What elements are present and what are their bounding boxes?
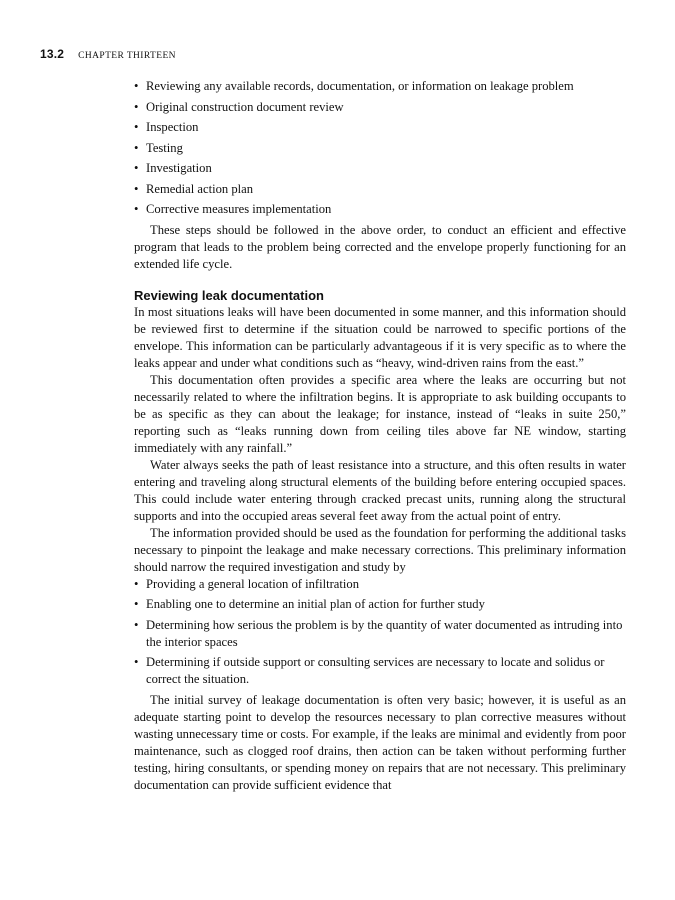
list-item: • Inspection [134, 119, 626, 136]
body-paragraph: The information provided should be used as the foundation for performing the additional tasks necessary to pinpoint the leakage and make necessary corrections. This preliminary information should narrow the required investigation and study by [134, 525, 627, 574]
list-item: • Investigation [134, 160, 626, 177]
steps-list [134, 78, 626, 218]
list-item: • Providing a general location of infiltration [134, 576, 626, 593]
uses-list [134, 576, 626, 689]
list-item: • Remedial action plan [134, 181, 626, 198]
list-item: • Testing [134, 140, 626, 157]
page-body [134, 78, 626, 794]
body-paragraph: In most situations leaks will have been documented in some manner, and this information should be reviewed first to determine if the situation could be narrowed to specific portions of the envelope. This information can be particularly advantageous if it is very specific as to where the leaks appear and under what conditions such as “heavy, wind-driven rains from the east.” [134, 304, 626, 370]
running-header [40, 47, 176, 61]
list-item: • Original construction document review [134, 99, 626, 116]
list-item: • Determining how serious the problem is by the quantity of water documented as intruding into the interior spaces [134, 617, 626, 651]
body-paragraph: Water always seeks the path of least resistance into a structure, and this often results in water entering and traveling along structural elements of the building before entering occupied spaces. This could include water entering through cracked precast units, running along the structural supports and into the occupied areas several feet away from the actual point of entry. [134, 457, 626, 523]
body-paragraph: This documentation often provides a specific area where the leaks are occurring but not necessarily related to where the infiltration begins. It is appropriate to ask building occupants to be as specific as they can about the leakage; for instance, instead of “leaks in suite 250,” reporting such as “leaks running down from ceiling tiles above far NE window, starting immediately with any rainfall.” [134, 372, 626, 455]
steps-paragraph: These steps should be followed in the above order, to conduct an efficient and effective program that leads to the problem being corrected and the envelope properly functioning for an extended life cycle. [134, 222, 626, 271]
list-item: • Corrective measures implementation [134, 201, 626, 218]
list-item: • Enabling one to determine an initial plan of action for further study [134, 596, 626, 613]
final-paragraph: The initial survey of leakage documentation is often very basic; however, it is useful as an adequate starting point to develop the resources necessary to plan corrective measures without wasting unnecessary time or costs. For example, if the leaks are minimal and evidently from poor maintenance, such as clogged roof drains, then action can be taken without performing further testing, hiring consultants, or spending money on repairs that are not necessary. This preliminary documentation can provide sufficient evidence that [134, 692, 626, 792]
list-item: • Reviewing any available records, documentation, or information on leakage problem [134, 78, 626, 95]
list-item: • Determining if outside support or consulting services are necessary to locate and solidus or correct the situation. [134, 654, 626, 688]
section-heading: Reviewing leak documentation [134, 287, 324, 303]
page-number: 13.2 [40, 47, 65, 61]
chapter-title: CHAPTER THIRTEEN [78, 51, 176, 61]
